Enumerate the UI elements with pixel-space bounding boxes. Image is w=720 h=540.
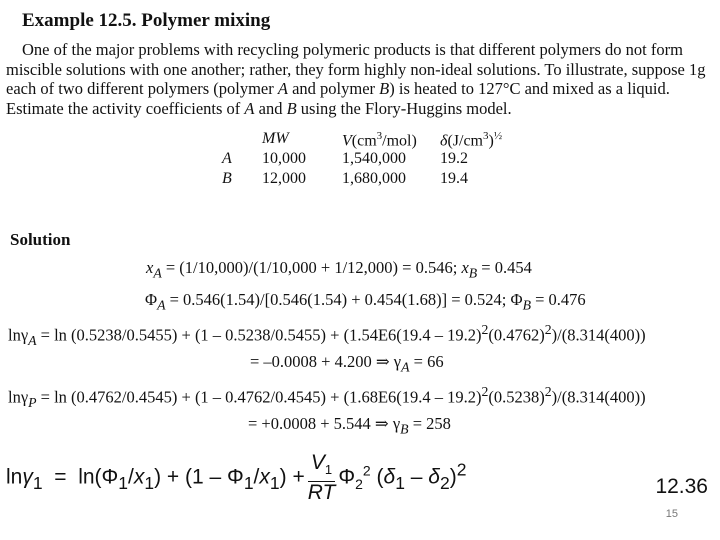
volume-fraction-equation: $\Phi_A = 0.546(1.54)/[0.546(1.54) + 0.454(1.68)] = 0.524$; $\Phi_B = 0.476$ [145, 290, 586, 313]
header-solubility: $\delta(J/cm^3)^{\frac{1}{2}}$ [440, 130, 503, 150]
mole-fraction-equation: $x_A = (1/10,000)/(1/10,000 + 1/12,000) = 0.546$; $x_B = 0.454$ [146, 258, 532, 281]
ln-gamma-a-equation: $\ln\gamma_A = \ln (0.5238/0.5455) + (1 - 0.5238/0.5455) + (1.54E6(19.4 - 19.2)^2(0.4762)^2)/(8.314(400))$ [8, 322, 646, 348]
header-mw: MW [262, 130, 289, 147]
example-title: Example 12.5. Polymer mixing [22, 10, 271, 31]
equation-number: 12.36 [655, 475, 708, 498]
gamma-a-result: = –0.0008 + 4.200 ⇒ $\gamma_A = 66$ [250, 352, 444, 375]
header-volume: $V(cm^3/mol)$ [342, 130, 417, 150]
solution-heading: Solution [10, 230, 71, 249]
ln-gamma-p-equation: $\ln\gamma_P = \ln (0.4762/0.4545) + (1 - 0.4762/0.4545) + (1.68E6(19.4 - 19.2)^2(0.5238)^2)/(8.314(400))$ [8, 384, 646, 410]
problem-statement: One of the major problems with recycling polymeric products is that different polymers do not form miscible solutions with one another; rather, they form highly non-ideal solutions. To illustrate, suppose 1g each of two different polymers (polymer A and polymer B) is heated to 127°C and mixed as a liquid. Estimate the activity coefficients of A and B using the Flory-Huggins model. [6, 40, 706, 118]
gamma-b-result: = +0.0008 + 5.544 ⇒ $\gamma_B = 258$ [248, 414, 451, 437]
page-number: 15 [665, 508, 678, 520]
volume-over-rt-fraction: $\frac{V_1}{RT}$ [307, 451, 336, 505]
flory-huggins-formula: $\ln\gamma_1 = \ln(\Phi_1/x_1) + (1 - \Phi_1/x_1)$ + $\frac{V_1}{RT}$ $\Phi_2^2$ $(\delta_1 - \delta_2)^2$ [6, 451, 467, 505]
